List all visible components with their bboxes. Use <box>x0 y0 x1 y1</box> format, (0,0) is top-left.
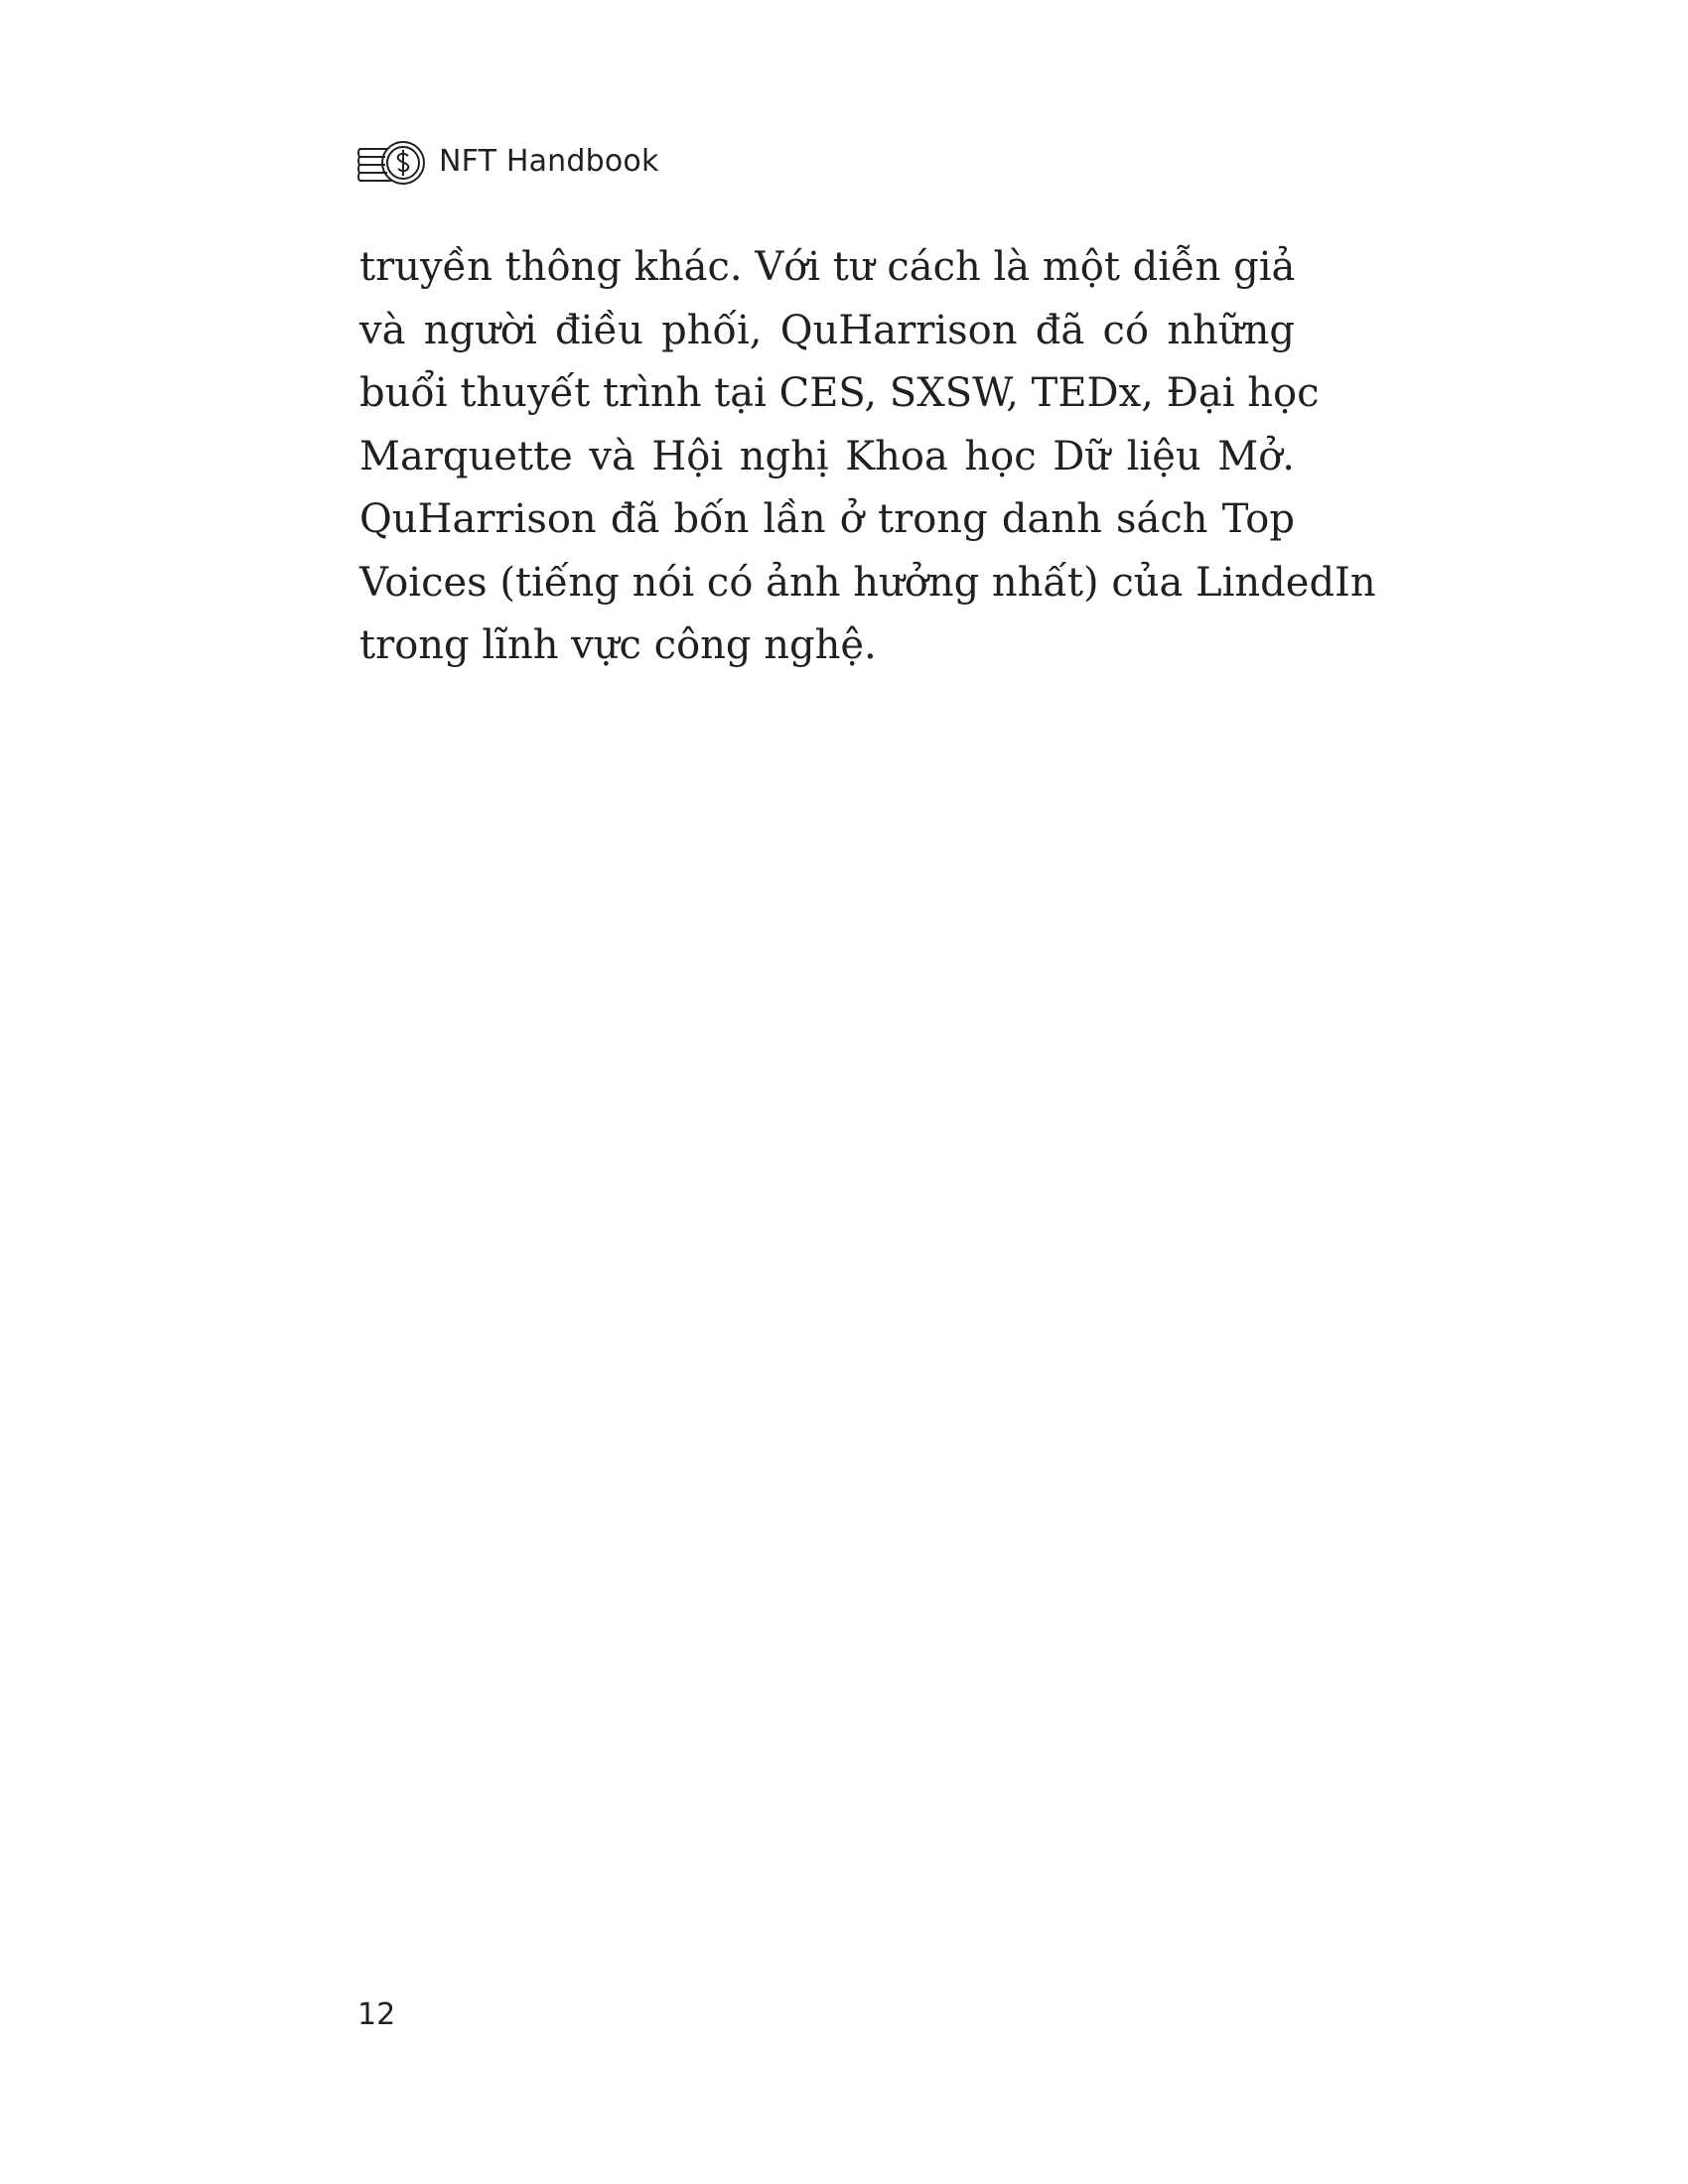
paragraph-line: Marquette và Hội nghị Khoa học Dữ liệu Mở. <box>359 433 1295 479</box>
paragraph-line: truyền thông khác. Với tư cách là một diễn giả <box>359 244 1296 290</box>
running-header-title: NFT Handbook <box>439 143 659 179</box>
body-paragraph <box>359 236 1376 678</box>
paragraph-line: Voices (tiếng nói có ảnh hưởng nhất) của LindedIn <box>359 559 1376 606</box>
page-number: 12 <box>357 1997 396 2032</box>
paragraph-line: và người điều phối, QuHarrison đã có những <box>359 307 1295 353</box>
paragraph-line: trong lĩnh vực công nghệ. <box>359 622 877 668</box>
paragraph-line: buổi thuyết trình tại CES, SXSW, TEDx, Đại học <box>359 370 1320 416</box>
coin-stack-icon <box>357 137 427 185</box>
running-header <box>357 131 659 191</box>
paragraph-line: QuHarrison đã bốn lần ở trong danh sách Top <box>359 496 1295 542</box>
